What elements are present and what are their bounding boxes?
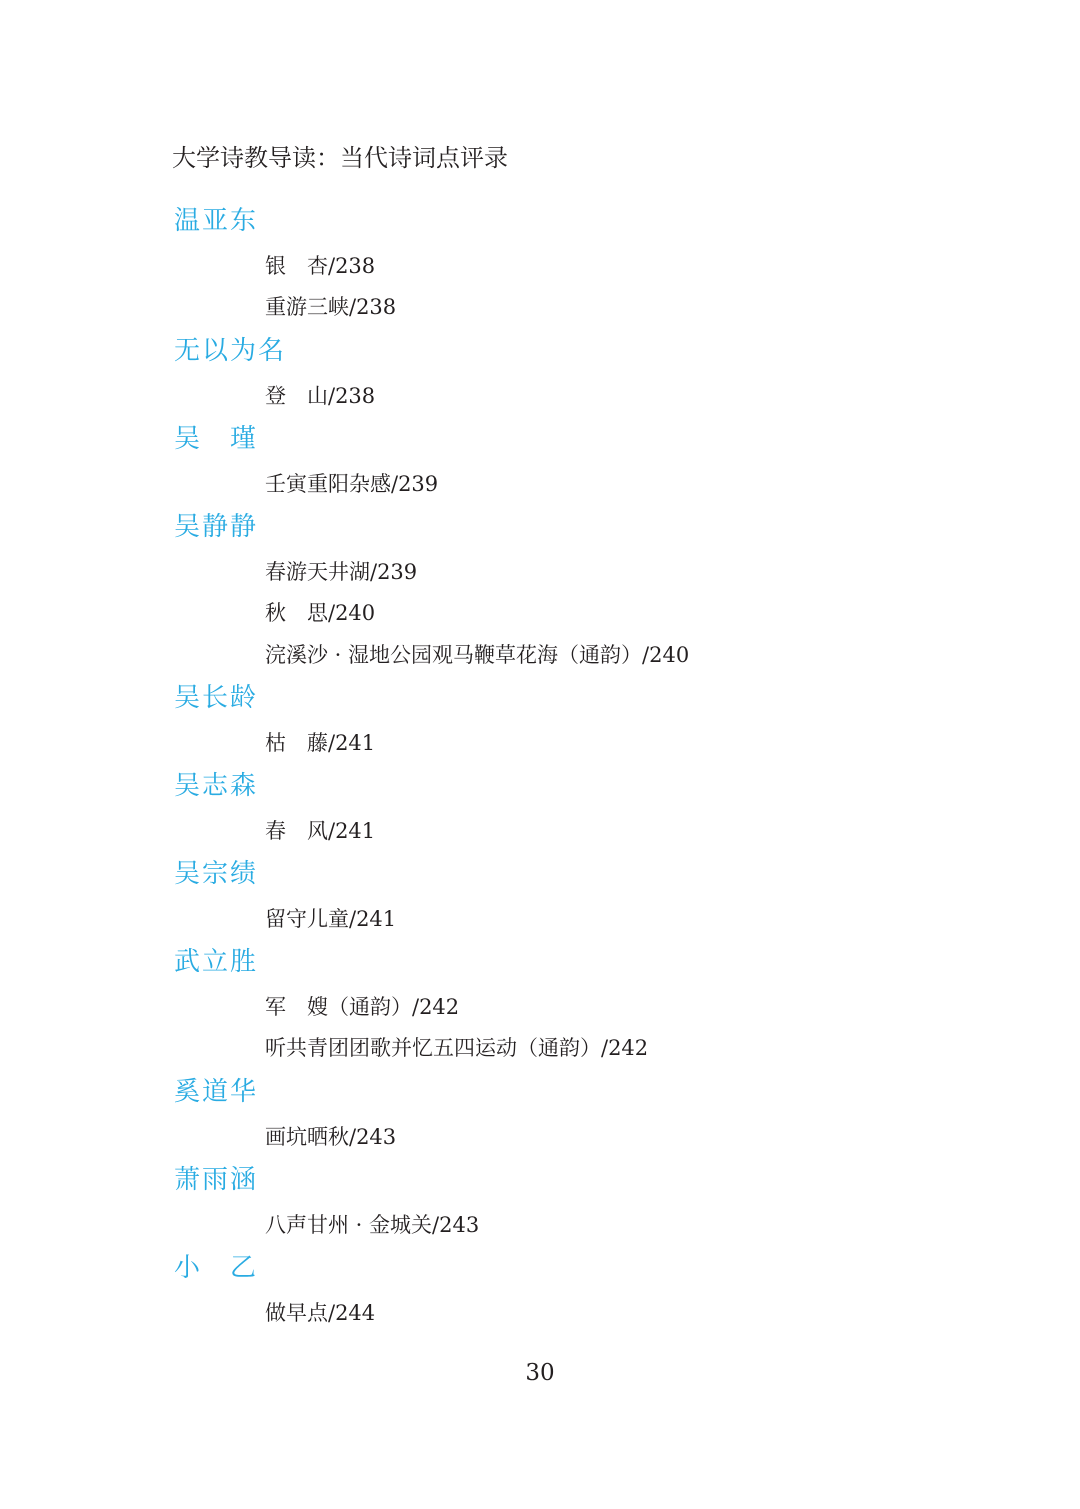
toc-author: 武立胜 xyxy=(174,947,259,977)
toc-entry: 浣溪沙 · 湿地公园观马鞭草花海（通韵）/240 xyxy=(265,643,690,667)
toc-entry: 枯 藤/241 xyxy=(265,731,376,755)
toc-entry: 登 山/238 xyxy=(265,384,376,408)
toc-entry: 壬寅重阳杂感/239 xyxy=(265,472,439,496)
toc-author: 吴志森 xyxy=(174,771,259,801)
toc-entry: 秋 思/240 xyxy=(265,601,376,625)
toc-entry: 留守儿童/241 xyxy=(265,907,397,931)
toc-author: 奚道华 xyxy=(174,1077,259,1107)
toc-author: 吴宗绩 xyxy=(174,859,259,889)
toc-author: 吴长龄 xyxy=(174,683,259,713)
toc-author: 吴 瑾 xyxy=(174,424,259,454)
page-number: 30 xyxy=(525,1360,555,1386)
toc-entry: 银 杏/238 xyxy=(265,254,376,278)
toc-entry: 春 风/241 xyxy=(265,819,376,843)
toc-entry: 听共青团团歌并忆五四运动（通韵）/242 xyxy=(265,1036,649,1060)
toc-author: 吴静静 xyxy=(174,512,259,542)
toc-entry: 做早点/244 xyxy=(265,1301,376,1325)
toc-author: 萧雨涵 xyxy=(174,1165,259,1195)
toc-entry: 画坑晒秋/243 xyxy=(265,1125,397,1149)
toc-entry: 八声甘州 · 金城关/243 xyxy=(265,1213,480,1237)
toc-entry: 春游天井湖/239 xyxy=(265,560,418,584)
toc-author: 无以为名 xyxy=(174,336,287,366)
toc-entry: 军 嫂（通韵）/242 xyxy=(265,995,460,1019)
toc-entry: 重游三峡/238 xyxy=(265,295,397,319)
toc-author: 小 乙 xyxy=(174,1253,259,1283)
toc-author: 温亚东 xyxy=(174,206,259,236)
running-title: 大学诗教导读：当代诗词点评录 xyxy=(172,144,508,172)
